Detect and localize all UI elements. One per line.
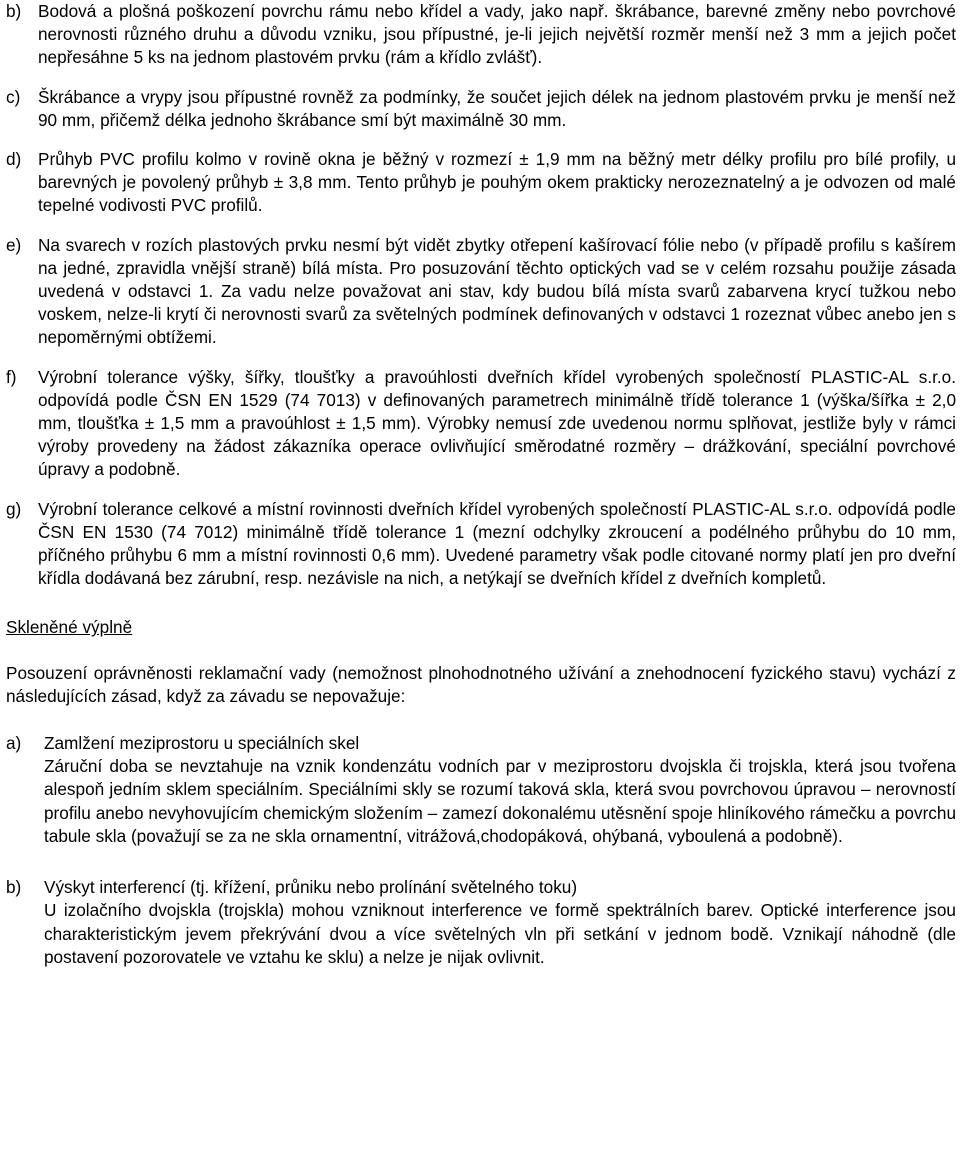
glass-item-text: U izolačního dvojskla (trojskla) mohou vzniknout interference ve formě spektrálních barev. Optické interference jsou charakteristickým jevem překrývání dvou a více světelných vln při setkání v jednom bodě. Vznikají náhodně (dle postavení pozorovatele ve vztahu ke sklu) a nelze je nijak ovlivnit. (44, 900, 956, 967)
list-item-text: Průhyb PVC profilu kolmo v rovině okna je běžný v rozmezí ± 1,9 mm na běžný metr délky profilu pro bílé profily, u barevných je povolený průhyb ± 3,8 mm. Tento průhyb je pouhým okem prakticky nerozeznatelný a je odvozen od malé tepelné vodivosti PVC profilů. (38, 149, 956, 216)
glass-item-text: Záruční doba se nevztahuje na vznik kondenzátu vodních par v meziprostoru dvojskla či trojskla, která jsou tvořena alespoň jedním sklem speciálním. Speciálními skly se rozumí taková skla, která svou povrchovou úpravou – nerovností profilu anebo nevyhovujícím chemickým složením – zamezí dokonalému utěsnění spoje hliníkového rámečku a povrchu tabule skla (považují se za ne skla ornamentní, vitrážová,chodopáková, ohýbaná, vyboulená a podobně). (44, 756, 956, 846)
list-item-g (6, 498, 956, 591)
list-marker: d) (6, 149, 22, 170)
list-item-e (6, 234, 956, 350)
list-item-b (6, 0, 956, 70)
glass-item-content (44, 876, 956, 969)
list-item-text: Na svarech v rozích plastových prvku nesmí být vidět zbytky otřepení kašírovací fólie nebo (v případě profilu s kašírem na jedné, zpravidla vnější straně) bílá místa. Pro posuzování těchto optických vad se v celém rozsahu použije zásada uvedená v odstavci 1. Za vadu nelze považovat ani stav, kdy budou bílá místa svarů zabarvena krycí tužkou nebo voskem, nelze-li krytí či nerovnosti svarů za světelných podmínek definovaných v odstavci 1 rozeznat vůbec anebo jen s nepoměrnými obtížemi. (38, 234, 956, 348)
list-item-text: Výrobní tolerance výšky, šířky, tloušťky a pravoúhlosti dveřních křídel vyrobených společností PLASTIC-AL s.r.o. odpovídá podle ČSN EN 1529 (74 7013) v definovaných parametrech minimálně třídě tolerance 1 (výška/šířka ± 2,0 mm, tloušťka ± 1,5 mm a pravoúhlost ± 1,5 mm). Výrobky nemusí zde uvedenou normu splňovat, jestliže byly v rámci výroby provedeny na žádost zákazníka operace ovlivňující směrodatné rozměry – drážkování, speciální povrchové úpravy a podobně. (38, 366, 956, 480)
list-marker: f) (6, 366, 17, 387)
glass-item-b (6, 876, 956, 969)
list-marker: b) (6, 877, 22, 898)
glass-item-content (44, 732, 956, 848)
list-item-text: Škrábance a vrypy jsou přípustné rovněž za podmínky, že součet jejich délek na jednom plastovém prvku je menší než 90 mm, přičemž délka jednoho škrábance smí být maximálně 30 mm. (38, 86, 956, 130)
list-item-f (6, 366, 956, 482)
section-heading: Skleněné výplně (6, 617, 133, 638)
list-marker: b) (6, 1, 22, 21)
intro-paragraph: Posouzení oprávněnosti reklamační vady (nemožnost plnohodnotného užívání a znehodnocení fyzického stavu) vychází z následujících zásad, když za závadu se nepovažuje: (6, 662, 956, 706)
list-marker: e) (6, 234, 22, 255)
glass-item-title: Výskyt interferencí (tj. křížení, průniku nebo prolínání světelného toku) (44, 877, 578, 898)
glass-item-a (6, 732, 956, 848)
list-marker: a) (6, 733, 22, 754)
list-marker: g) (6, 498, 22, 519)
list-item-c (6, 86, 956, 132)
list-marker: c) (6, 86, 21, 107)
list-item-d (6, 148, 956, 218)
glass-item-title: Zamlžení meziprostoru u speciálních skel (44, 733, 360, 754)
list-item-text: Bodová a plošná poškození povrchu rámu nebo křídel a vady, jako např. škrábance, barevné změny nebo povrchové nerovnosti různého druhu a důvodu vzniku, jsou přípustné, je-li jejich největší rozměr menší než 3 mm a jejich počet nepřesáhne 5 ks na jednom plastovém prvku (rám a křídlo zvlášť). (38, 1, 956, 68)
list-item-text: Výrobní tolerance celkové a místní rovinnosti dveřních křídel vyrobených společností PLASTIC-AL s.r.o. odpovídá podle ČSN EN 1530 (74 7012) minimálně třídě tolerance 1 (mezní odchylky zkroucení a podélného průhybu do 10 mm, příčného průhybu 6 mm a místní rovinnosti 0,6 mm). Uvedené parametry však podle citované normy platí jen pro dveřní křídla dodávaná bez zárubní, resp. nezávisle na nich, a netýkají se dveřních křídel z dveřních kompletů. (38, 498, 956, 589)
